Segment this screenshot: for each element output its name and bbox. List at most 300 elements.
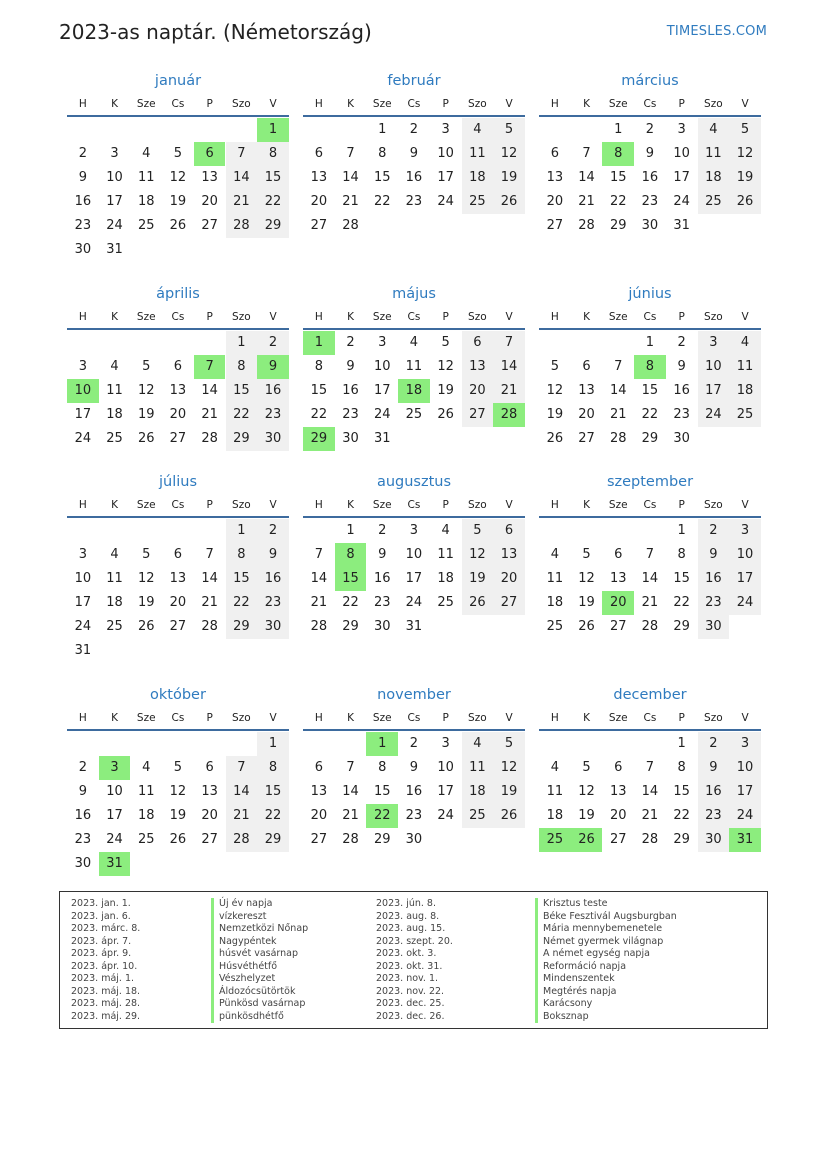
day-cell: 7 xyxy=(346,760,355,775)
day-cell: 11 xyxy=(546,784,564,799)
weekday-header xyxy=(303,499,525,514)
legend-date: 2023. jan. 1. xyxy=(71,898,131,909)
day-cell: 9 xyxy=(698,756,730,780)
day-cell: 15 xyxy=(673,784,690,799)
day-cell: 20 xyxy=(201,194,218,209)
day-cell: 19 xyxy=(462,567,494,591)
holiday-cell: 31 xyxy=(99,852,131,876)
weekday-label: V xyxy=(505,712,513,724)
legend-holiday-name: Pünkösd vasárnap xyxy=(211,998,308,1011)
holiday-cell: 22 xyxy=(366,804,398,828)
weekday-header xyxy=(303,98,525,113)
day-cell: 20 xyxy=(493,567,525,591)
day-cell: 12 xyxy=(546,383,564,398)
day-cell: 21 xyxy=(578,194,595,209)
holiday-cell: 1 xyxy=(366,732,398,756)
day-cell: 28 xyxy=(342,832,359,847)
day-cell: 10 xyxy=(729,756,761,780)
day-cell: 8 xyxy=(378,146,387,161)
day-cell: 10 xyxy=(74,571,92,586)
day-cell: 8 xyxy=(257,756,289,780)
day-cell: 8 xyxy=(226,543,258,567)
day-cell: 27 xyxy=(201,832,218,847)
day-cell: 15 xyxy=(257,780,289,804)
day-cell: 14 xyxy=(609,383,627,398)
weekday-label: P xyxy=(206,98,213,110)
weekday-label: P xyxy=(442,311,449,323)
weekday-label: P xyxy=(442,499,449,511)
day-cell: 30 xyxy=(673,431,690,446)
day-cell: 2 xyxy=(409,736,419,751)
month-name: február xyxy=(387,73,441,89)
day-cell: 7 xyxy=(645,547,655,562)
day-cell: 17 xyxy=(373,383,391,398)
day-cell: 18 xyxy=(106,595,123,610)
day-cell: 12 xyxy=(169,170,187,185)
holiday-cell: 7 xyxy=(194,355,226,379)
holiday-cell: 29 xyxy=(303,427,335,451)
day-cell: 27 xyxy=(578,431,595,446)
day-cell: 29 xyxy=(257,214,289,238)
weekday-label: Szo xyxy=(232,712,251,724)
day-cell: 2 xyxy=(378,523,387,538)
weekday-label: H xyxy=(314,712,323,724)
weekday-label: Cs xyxy=(171,311,185,323)
month-name: március xyxy=(621,73,679,89)
header-rule xyxy=(303,328,525,330)
day-cell: 15 xyxy=(609,170,627,185)
legend-holiday-name: Húsvéthétfő xyxy=(211,961,308,974)
day-cell: 16 xyxy=(74,194,92,209)
day-cell: 19 xyxy=(729,166,761,190)
day-cell: 25 xyxy=(106,431,123,446)
legend-holiday-name: Áldozócsütörtök xyxy=(211,986,308,999)
day-cell: 27 xyxy=(169,431,187,446)
day-cell: 3 xyxy=(409,523,419,538)
day-cell: 1 xyxy=(645,335,655,350)
day-cell: 31 xyxy=(673,218,690,233)
day-cell: 14 xyxy=(201,383,218,398)
day-cell: 6 xyxy=(493,519,525,543)
day-cell: 5 xyxy=(729,118,761,142)
day-cell: 15 xyxy=(226,379,258,403)
header-rule xyxy=(303,729,525,731)
day-cell: 15 xyxy=(226,567,258,591)
day-cell: 17 xyxy=(106,194,123,209)
holiday-legend xyxy=(59,891,768,1029)
day-cell: 17 xyxy=(74,407,92,422)
day-cell: 21 xyxy=(342,194,359,209)
day-cell: 14 xyxy=(342,170,359,185)
day-cell: 11 xyxy=(106,383,123,398)
day-cell: 30 xyxy=(698,615,730,639)
weekday-label: V xyxy=(505,499,513,511)
day-cell: 19 xyxy=(578,808,595,823)
legend-date: 2023. ápr. 7. xyxy=(71,935,132,947)
day-cell: 13 xyxy=(310,784,328,799)
day-cell: 24 xyxy=(437,194,454,209)
day-cell: 18 xyxy=(462,780,494,804)
weekday-label: H xyxy=(550,311,559,323)
day-cell: 18 xyxy=(462,166,494,190)
weekday-label: Cs xyxy=(643,98,657,110)
day-cell: 20 xyxy=(310,194,328,209)
day-cell: 1 xyxy=(226,331,258,355)
day-cell: 27 xyxy=(310,832,328,847)
weekday-header xyxy=(539,311,761,326)
day-cell: 12 xyxy=(169,784,187,799)
legend-date: 2023. jún. 8. xyxy=(376,898,437,909)
legend-holiday-name: Mindenszentek xyxy=(535,973,677,986)
day-cell: 20 xyxy=(546,194,564,209)
day-cell: 1 xyxy=(226,519,258,543)
day-cell: 30 xyxy=(257,615,289,639)
weekday-label: P xyxy=(206,712,213,724)
day-cell: 13 xyxy=(462,355,494,379)
day-cell: 20 xyxy=(201,808,218,823)
weekday-label: H xyxy=(78,311,87,323)
header-rule xyxy=(67,729,289,731)
day-cell: 4 xyxy=(110,547,119,562)
day-cell: 16 xyxy=(257,379,289,403)
legend-date: 2023. aug. 15. xyxy=(376,923,446,934)
day-cell: 14 xyxy=(641,571,659,586)
legend-holiday-name: Nagypéntek xyxy=(211,936,308,949)
day-cell: 27 xyxy=(201,218,218,233)
day-cell: 25 xyxy=(462,804,494,828)
day-cell: 20 xyxy=(462,379,494,403)
weekday-label: K xyxy=(347,311,354,323)
day-cell: 13 xyxy=(578,383,595,398)
day-cell: 19 xyxy=(546,407,564,422)
day-cell: 9 xyxy=(409,146,419,161)
day-cell: 29 xyxy=(257,828,289,852)
day-cell: 2 xyxy=(78,760,87,775)
day-cell: 24 xyxy=(106,832,123,847)
day-cell: 4 xyxy=(441,523,450,538)
day-cell: 13 xyxy=(609,784,627,799)
day-cell: 18 xyxy=(106,407,123,422)
month-name: május xyxy=(392,286,436,302)
day-cell: 30 xyxy=(74,242,92,257)
day-cell: 2 xyxy=(78,146,87,161)
day-cell: 22 xyxy=(226,403,258,427)
day-cell: 24 xyxy=(106,218,123,233)
weekday-label: Sze xyxy=(608,311,628,323)
day-cell: 26 xyxy=(578,619,595,634)
weekday-label: Szo xyxy=(704,499,723,511)
day-cell: 20 xyxy=(169,407,187,422)
day-cell: 3 xyxy=(441,122,450,137)
day-cell: 22 xyxy=(609,194,627,209)
day-cell: 9 xyxy=(78,170,87,185)
day-cell: 27 xyxy=(546,218,564,233)
day-cell: 19 xyxy=(137,407,155,422)
day-cell: 5 xyxy=(142,547,151,562)
day-grid xyxy=(303,331,525,475)
day-cell: 8 xyxy=(226,355,258,379)
day-cell: 8 xyxy=(378,760,387,775)
day-cell: 13 xyxy=(201,170,218,185)
day-cell: 17 xyxy=(106,808,123,823)
day-grid xyxy=(67,331,289,475)
month-name: június xyxy=(628,286,672,302)
day-cell: 30 xyxy=(74,856,92,871)
day-cell: 5 xyxy=(142,359,151,374)
day-cell: 12 xyxy=(493,142,525,166)
weekday-header xyxy=(67,499,289,514)
day-cell: 24 xyxy=(74,619,92,634)
day-cell: 10 xyxy=(405,547,423,562)
day-cell: 13 xyxy=(310,170,328,185)
day-cell: 6 xyxy=(173,359,183,374)
header-rule xyxy=(303,115,525,117)
header-rule xyxy=(539,516,761,518)
day-cell: 18 xyxy=(137,194,155,209)
day-cell: 12 xyxy=(578,784,595,799)
day-cell: 2 xyxy=(677,335,686,350)
day-cell: 21 xyxy=(641,808,659,823)
day-cell: 2 xyxy=(698,732,730,756)
weekday-label: Szo xyxy=(232,311,251,323)
day-cell: 13 xyxy=(493,543,525,567)
day-cell: 19 xyxy=(169,194,187,209)
day-cell: 3 xyxy=(378,335,387,350)
header-rule xyxy=(67,115,289,117)
day-cell: 4 xyxy=(729,331,761,355)
day-cell: 15 xyxy=(310,383,328,398)
holiday-cell: 28 xyxy=(493,403,525,427)
day-cell: 10 xyxy=(106,170,123,185)
weekday-label: P xyxy=(678,712,685,724)
day-cell: 27 xyxy=(169,619,187,634)
day-cell: 8 xyxy=(257,142,289,166)
day-cell: 18 xyxy=(546,595,564,610)
header-rule xyxy=(303,516,525,518)
day-cell: 15 xyxy=(373,170,391,185)
legend-date: 2023. máj. 1. xyxy=(71,973,135,984)
weekday-label: H xyxy=(550,499,559,511)
day-cell: 25 xyxy=(546,619,564,634)
weekday-label: Sze xyxy=(608,98,628,110)
month-name: szeptember xyxy=(606,474,694,490)
weekday-label: P xyxy=(678,98,685,110)
day-cell: 21 xyxy=(493,379,525,403)
site-link[interactable]: TIMESLES.COM xyxy=(666,24,767,39)
day-cell: 7 xyxy=(645,760,655,775)
weekday-label: Cs xyxy=(171,98,185,110)
day-cell: 4 xyxy=(142,146,151,161)
month-name: december xyxy=(613,687,687,703)
month-name: augusztus xyxy=(376,474,452,490)
day-cell: 23 xyxy=(405,194,423,209)
day-cell: 17 xyxy=(437,170,454,185)
day-cell: 23 xyxy=(698,804,730,828)
day-cell: 14 xyxy=(226,780,258,804)
day-cell: 16 xyxy=(405,170,423,185)
day-cell: 5 xyxy=(462,519,494,543)
legend-date: 2023. nov. 1. xyxy=(376,973,439,984)
weekday-label: Szo xyxy=(468,499,487,511)
holiday-cell: 15 xyxy=(335,567,367,591)
day-cell: 10 xyxy=(698,355,730,379)
day-cell: 24 xyxy=(373,407,391,422)
day-cell: 6 xyxy=(205,760,214,775)
day-cell: 3 xyxy=(441,736,450,751)
weekday-label: Sze xyxy=(372,311,392,323)
day-cell: 13 xyxy=(201,784,218,799)
day-cell: 4 xyxy=(550,760,559,775)
legend-date: 2023. dec. 25. xyxy=(376,998,445,1009)
day-cell: 9 xyxy=(78,784,87,799)
weekday-label: P xyxy=(678,311,685,323)
weekday-label: V xyxy=(505,311,513,323)
day-cell: 12 xyxy=(578,571,595,586)
header-rule xyxy=(67,328,289,330)
day-cell: 22 xyxy=(310,407,328,422)
legend-date: 2023. jan. 6. xyxy=(71,910,131,922)
day-cell: 18 xyxy=(137,808,155,823)
day-cell: 24 xyxy=(437,808,454,823)
day-grid xyxy=(539,118,761,262)
legend-holiday-name: Karácsony xyxy=(535,998,677,1011)
day-cell: 16 xyxy=(698,780,730,804)
weekday-header xyxy=(67,712,289,727)
weekday-label: Sze xyxy=(372,98,392,110)
day-cell: 28 xyxy=(578,218,595,233)
day-cell: 7 xyxy=(226,756,258,780)
day-cell: 5 xyxy=(173,760,183,775)
holiday-cell: 1 xyxy=(303,331,335,355)
day-cell: 28 xyxy=(342,218,359,233)
day-cell: 28 xyxy=(226,214,258,238)
day-cell: 4 xyxy=(142,760,151,775)
day-cell: 30 xyxy=(641,218,659,233)
weekday-label: K xyxy=(583,712,590,724)
day-cell: 17 xyxy=(729,567,761,591)
day-cell: 24 xyxy=(405,595,423,610)
day-cell: 24 xyxy=(729,804,761,828)
day-cell: 11 xyxy=(698,142,730,166)
day-cell: 15 xyxy=(257,166,289,190)
weekday-label: V xyxy=(269,98,277,110)
weekday-label: P xyxy=(206,311,213,323)
day-cell: 18 xyxy=(698,166,730,190)
day-grid xyxy=(539,732,761,876)
day-cell: 5 xyxy=(493,732,525,756)
weekday-label: P xyxy=(678,499,685,511)
day-cell: 3 xyxy=(729,732,761,756)
day-cell: 12 xyxy=(493,756,525,780)
day-cell: 12 xyxy=(729,142,761,166)
weekday-header xyxy=(303,311,525,326)
day-cell: 29 xyxy=(373,832,391,847)
day-cell: 7 xyxy=(226,142,258,166)
day-cell: 2 xyxy=(409,122,419,137)
weekday-label: Szo xyxy=(704,98,723,110)
day-cell: 16 xyxy=(698,567,730,591)
day-cell: 25 xyxy=(137,218,155,233)
day-cell: 16 xyxy=(342,383,359,398)
day-cell: 30 xyxy=(373,619,391,634)
day-cell: 8 xyxy=(677,760,686,775)
day-cell: 5 xyxy=(550,359,559,374)
legend-holiday-name: Új év napja xyxy=(211,898,308,911)
weekday-label: K xyxy=(583,311,590,323)
day-cell: 23 xyxy=(74,218,92,233)
day-cell: 14 xyxy=(578,170,595,185)
weekday-label: P xyxy=(206,499,213,511)
day-cell: 3 xyxy=(677,122,686,137)
day-cell: 6 xyxy=(614,760,623,775)
day-cell: 23 xyxy=(698,591,730,615)
holiday-cell: 18 xyxy=(398,379,430,403)
weekday-label: K xyxy=(111,712,118,724)
day-cell: 5 xyxy=(441,335,450,350)
day-cell: 22 xyxy=(257,190,289,214)
day-cell: 18 xyxy=(437,571,454,586)
weekday-label: Cs xyxy=(171,499,185,511)
day-cell: 23 xyxy=(373,595,391,610)
legend-holiday-name: pünkösdhétfő xyxy=(211,1011,308,1024)
day-cell: 31 xyxy=(373,431,391,446)
day-cell: 27 xyxy=(609,619,627,634)
day-cell: 19 xyxy=(493,166,525,190)
weekday-label: P xyxy=(442,98,449,110)
legend-date: 2023. márc. 8. xyxy=(71,923,141,934)
day-cell: 26 xyxy=(729,190,761,214)
weekday-label: Sze xyxy=(136,311,156,323)
day-cell: 29 xyxy=(673,619,690,634)
day-cell: 3 xyxy=(729,519,761,543)
day-cell: 7 xyxy=(346,146,355,161)
day-cell: 25 xyxy=(106,619,123,634)
header-rule xyxy=(539,729,761,731)
day-cell: 21 xyxy=(342,808,359,823)
legend-date: 2023. szept. 20. xyxy=(376,935,453,947)
legend-date: 2023. okt. 3. xyxy=(376,948,437,959)
day-cell: 14 xyxy=(226,166,258,190)
day-cell: 7 xyxy=(614,359,623,374)
weekday-label: H xyxy=(78,499,87,511)
day-cell: 17 xyxy=(698,379,730,403)
day-cell: 11 xyxy=(546,571,564,586)
day-cell: 23 xyxy=(257,591,289,615)
day-cell: 21 xyxy=(226,190,258,214)
day-cell: 11 xyxy=(462,756,494,780)
legend-holiday-name: vízkereszt xyxy=(211,911,308,924)
legend-date: 2023. ápr. 10. xyxy=(71,960,138,972)
day-cell: 27 xyxy=(493,591,525,615)
day-cell: 19 xyxy=(169,808,187,823)
weekday-label: K xyxy=(347,98,354,110)
day-cell: 26 xyxy=(493,804,525,828)
weekday-label: Szo xyxy=(468,712,487,724)
day-cell: 22 xyxy=(342,595,359,610)
day-cell: 8 xyxy=(677,547,686,562)
day-cell: 30 xyxy=(405,832,423,847)
day-cell: 19 xyxy=(437,383,454,398)
day-cell: 21 xyxy=(201,595,218,610)
day-cell: 14 xyxy=(310,571,328,586)
weekday-label: H xyxy=(550,712,559,724)
day-cell: 2 xyxy=(645,122,655,137)
day-cell: 11 xyxy=(729,355,761,379)
weekday-label: V xyxy=(741,311,749,323)
legend-holiday-name: Reformáció napja xyxy=(535,961,677,974)
day-cell: 3 xyxy=(78,547,87,562)
legend-date: 2023. máj. 18. xyxy=(71,985,141,997)
